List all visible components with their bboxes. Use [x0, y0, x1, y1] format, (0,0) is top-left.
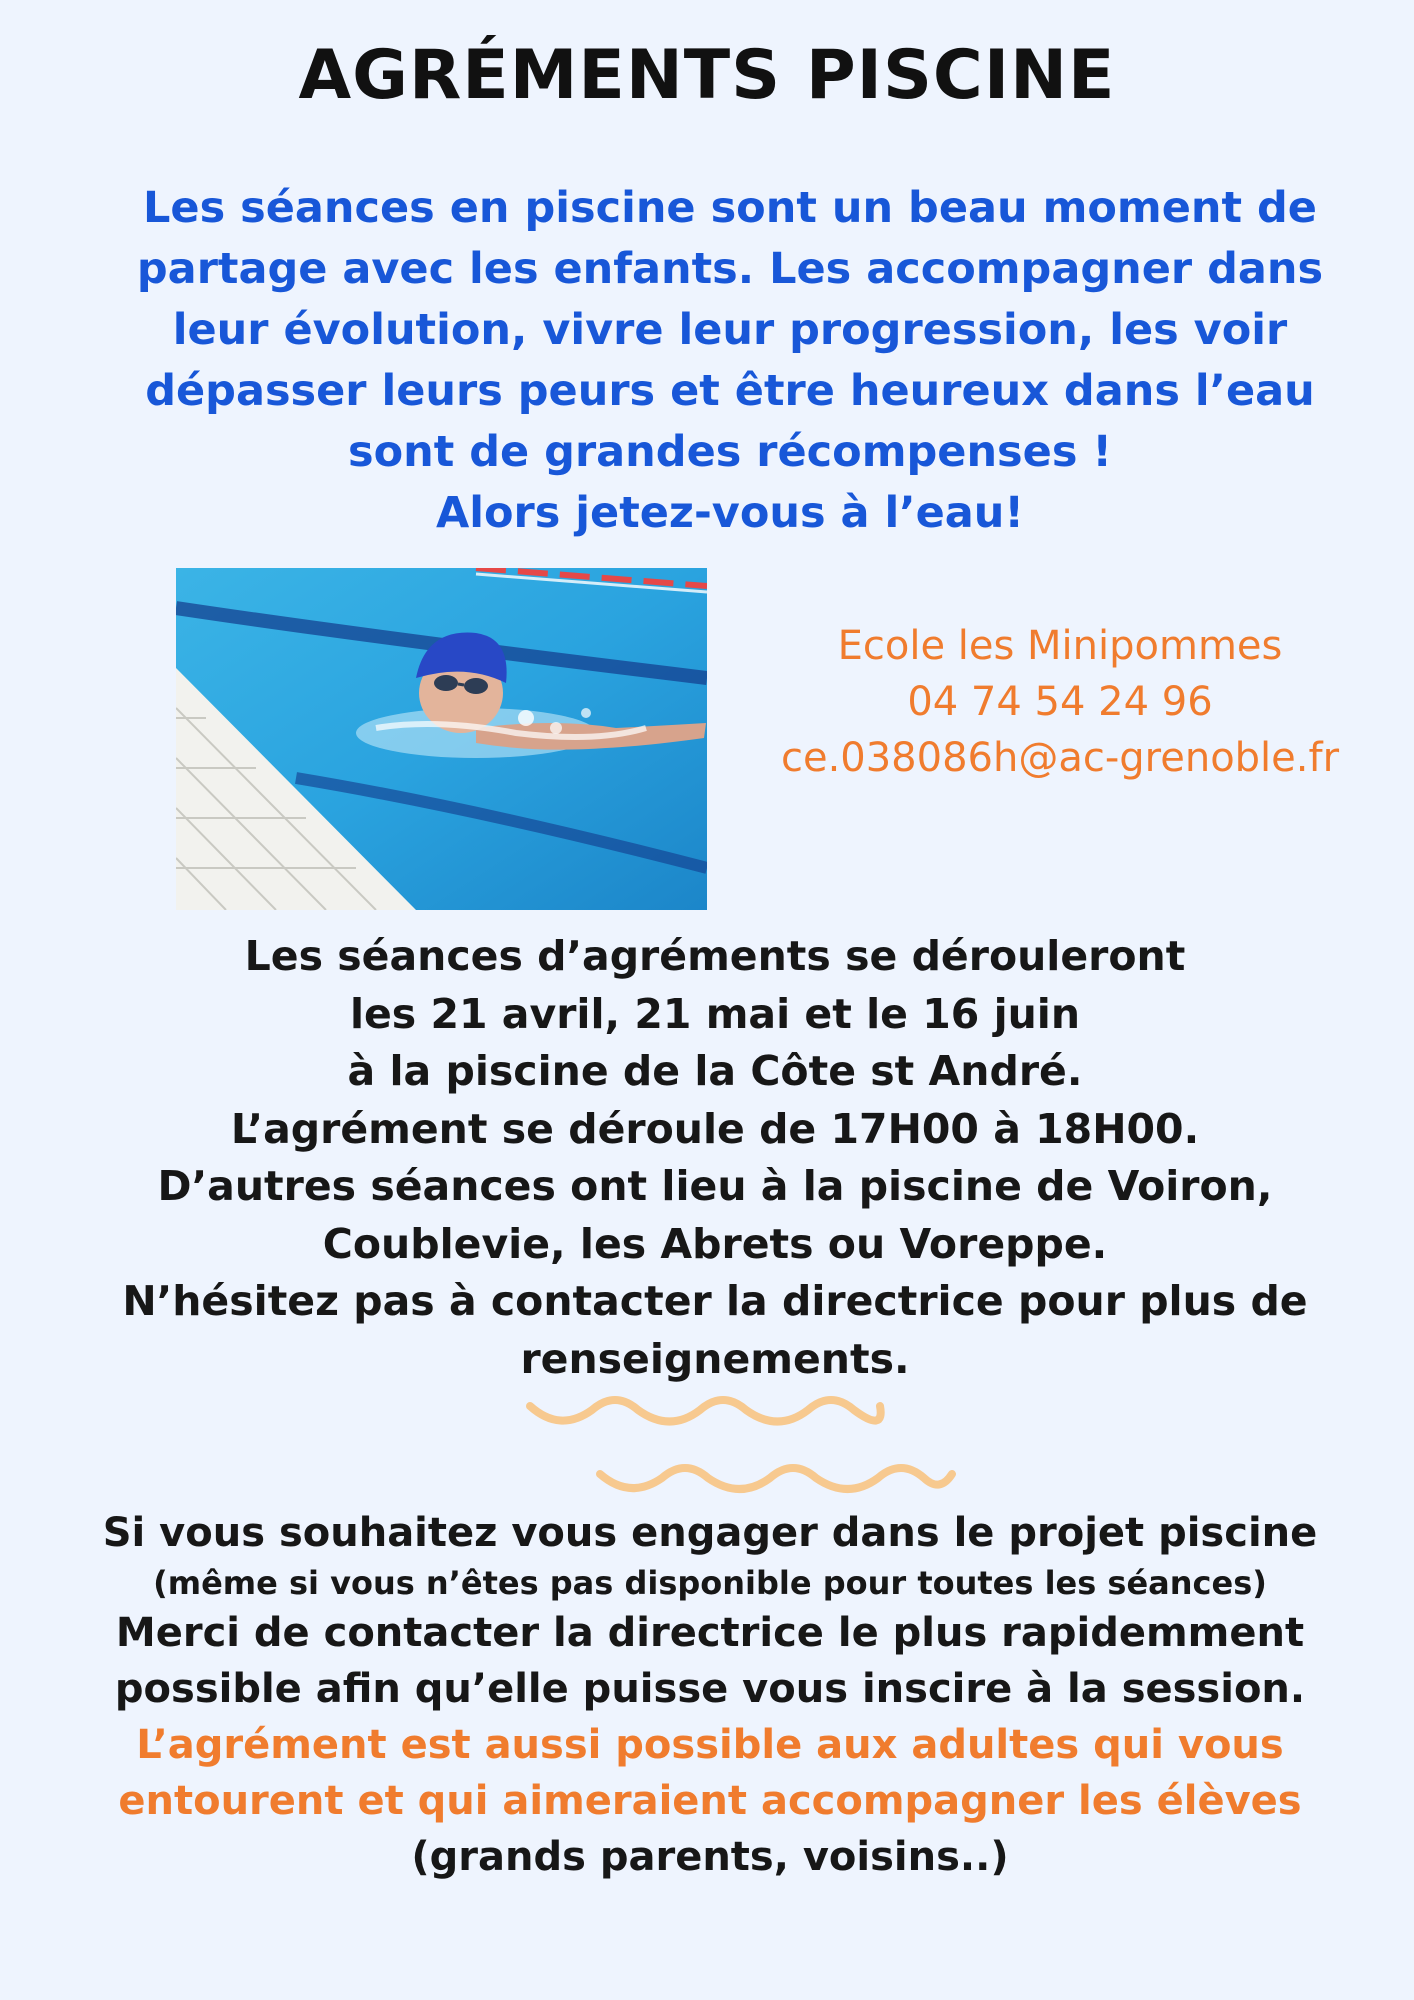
intro-line: leur évolution, vivre leur progression, les voir: [172, 305, 1288, 355]
engagement-paragraph: [80, 1505, 1340, 1885]
sessions-line: L’agrément se déroule de 17H00 à 18H00.: [230, 1104, 1200, 1153]
sessions-line: à la piscine de la Côte st André.: [347, 1047, 1083, 1095]
sessions-line: Les séances d’agréments se dérouleront: [244, 932, 1186, 980]
sessions-line: les 21 avril, 21 mai et le 16 juin: [349, 989, 1081, 1038]
wave-decoration: [520, 1388, 960, 1508]
engage-line: (grands parents, voisins..): [411, 1834, 1009, 1880]
intro-line: dépasser leurs peurs et être heureux dans l’eau: [145, 366, 1315, 416]
school-contact: [740, 618, 1380, 786]
engage-line: Si vous souhaitez vous engager dans le projet piscine: [102, 1510, 1318, 1556]
intro-line: sont de grandes récompenses !: [347, 427, 1112, 477]
intro-line: Alors jetez-vous à l’eau!: [435, 488, 1025, 538]
engage-highlight: entourent et qui aimeraient accompagner les élèves: [118, 1778, 1302, 1824]
engage-note: (même si vous n’êtes pas disponible pour toutes les séances): [153, 1564, 1267, 1602]
engage-line: possible afin qu’elle puisse vous inscire à la session.: [114, 1666, 1306, 1712]
intro-line: partage avec les enfants. Les accompagner dans: [136, 244, 1324, 294]
school-phone[interactable]: 04 74 54 24 96: [907, 679, 1213, 725]
swimmer-photo: [176, 568, 707, 910]
engage-highlight: L’agrément est aussi possible aux adultes qui vous: [136, 1722, 1284, 1768]
sessions-line: renseignements.: [520, 1334, 910, 1383]
school-email[interactable]: ce.038086h@ac-grenoble.fr: [780, 735, 1340, 781]
sessions-line: Coublevie, les Abrets ou Voreppe.: [322, 1219, 1108, 1268]
engage-line: Merci de contacter la directrice le plus rapidemment: [115, 1610, 1305, 1656]
intro-paragraph: [100, 178, 1360, 544]
sessions-line: D’autres séances ont lieu à la piscine de Voiron,: [157, 1162, 1273, 1210]
sessions-paragraph: [100, 928, 1330, 1388]
page-title: AGRÉMENTS PISCINE: [298, 36, 1116, 115]
sessions-line: N’hésitez pas à contacter la directrice pour plus de: [122, 1277, 1308, 1325]
school-name: Ecole les Minipommes: [837, 623, 1283, 669]
intro-line: Les séances en piscine sont un beau moment de: [143, 183, 1317, 233]
